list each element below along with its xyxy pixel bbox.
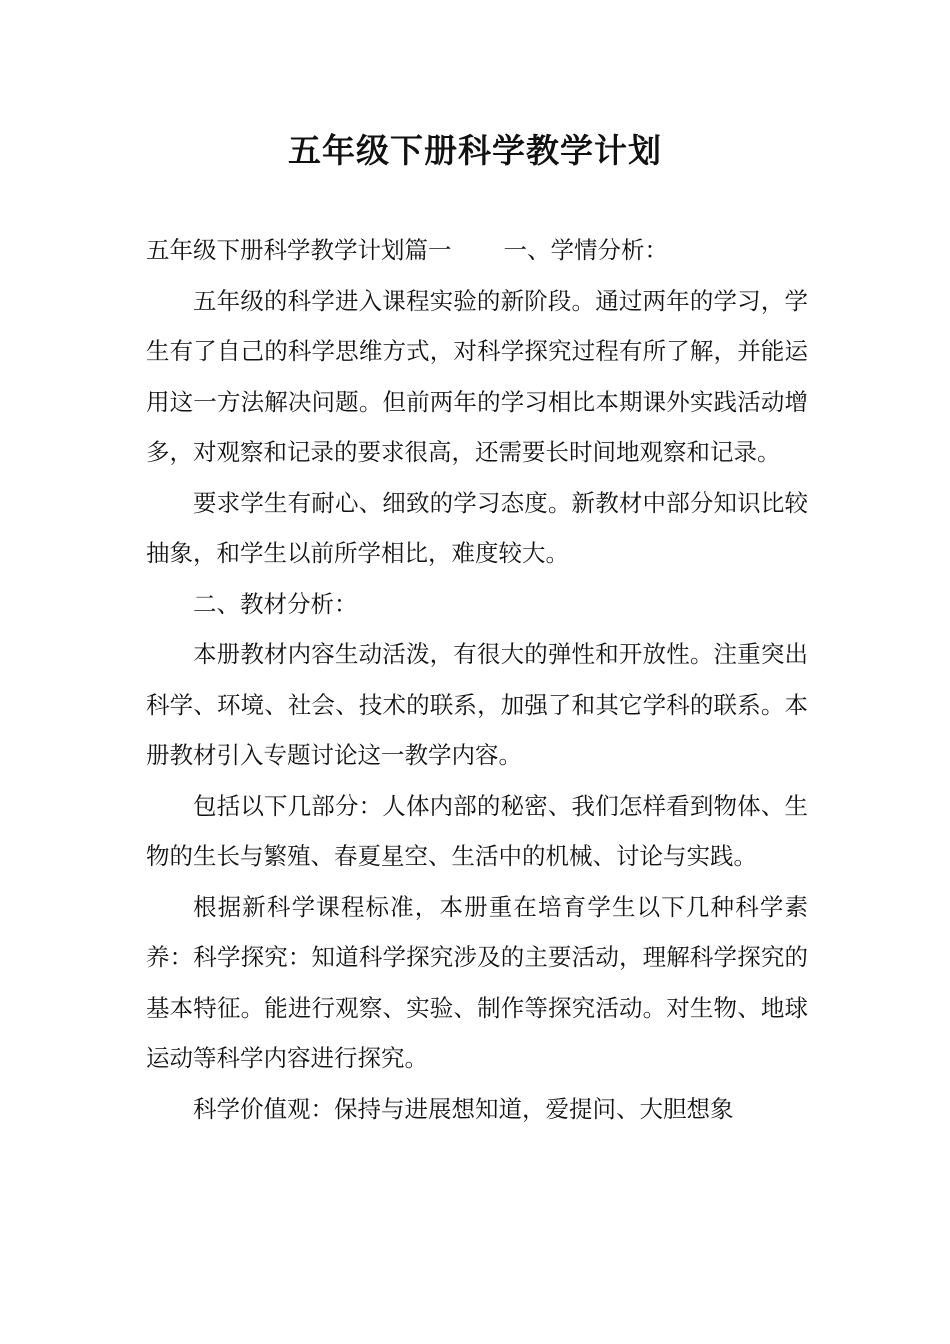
paragraph-3: 本册教材内容生动活泼，有很大的弹性和开放性。注重突出科学、环境、社会、技术的联系，加强了和其它学科的联系。本册教材引入专题讨论这一教学内容。 bbox=[146, 640, 808, 769]
part-label: 五年级下册科学教学计划篇一 bbox=[146, 236, 452, 264]
paragraph-5: 根据新科学课程标准，本册重在培育学生以下几种科学素养：科学探究：知道科学探究涉及的主要活动，理解科学探究的基本特征。能进行观察、实验、制作等探究活动。对生物、地球运动等科学内容进行探究。 bbox=[146, 892, 808, 1072]
document-body bbox=[146, 225, 808, 1134]
section-heading-2: 二、教材分析： bbox=[193, 589, 358, 618]
paragraph-2: 要求学生有耐心、细致的学习态度。新教材中部分知识比较抽象，和学生以前所学相比，难度较大。 bbox=[146, 488, 808, 567]
spacer bbox=[452, 225, 504, 276]
paragraph-4: 包括以下几部分：人体内部的秘密、我们怎样看到物体、生物的生长与繁殖、春夏星空、生活中的机械、讨论与实践。 bbox=[146, 791, 808, 870]
paragraph-1: 五年级的科学进入课程实验的新阶段。通过两年的学习，学生有了自己的科学思维方式，对科学探究过程有所了解，并能运用这一方法解决问题。但前两年的学习相比本期课外实践活动增多，对观察和记录的要求很高，还需要长时间地观察和记录。 bbox=[146, 286, 808, 466]
first-line bbox=[146, 225, 808, 276]
section-heading: 一、学情分析： bbox=[503, 236, 668, 264]
document-title: 五年级下册科学教学计划 bbox=[288, 131, 662, 170]
paragraph-6: 科学价值观：保持与进展想知道，爱提问、大胆想象 bbox=[193, 1094, 734, 1123]
